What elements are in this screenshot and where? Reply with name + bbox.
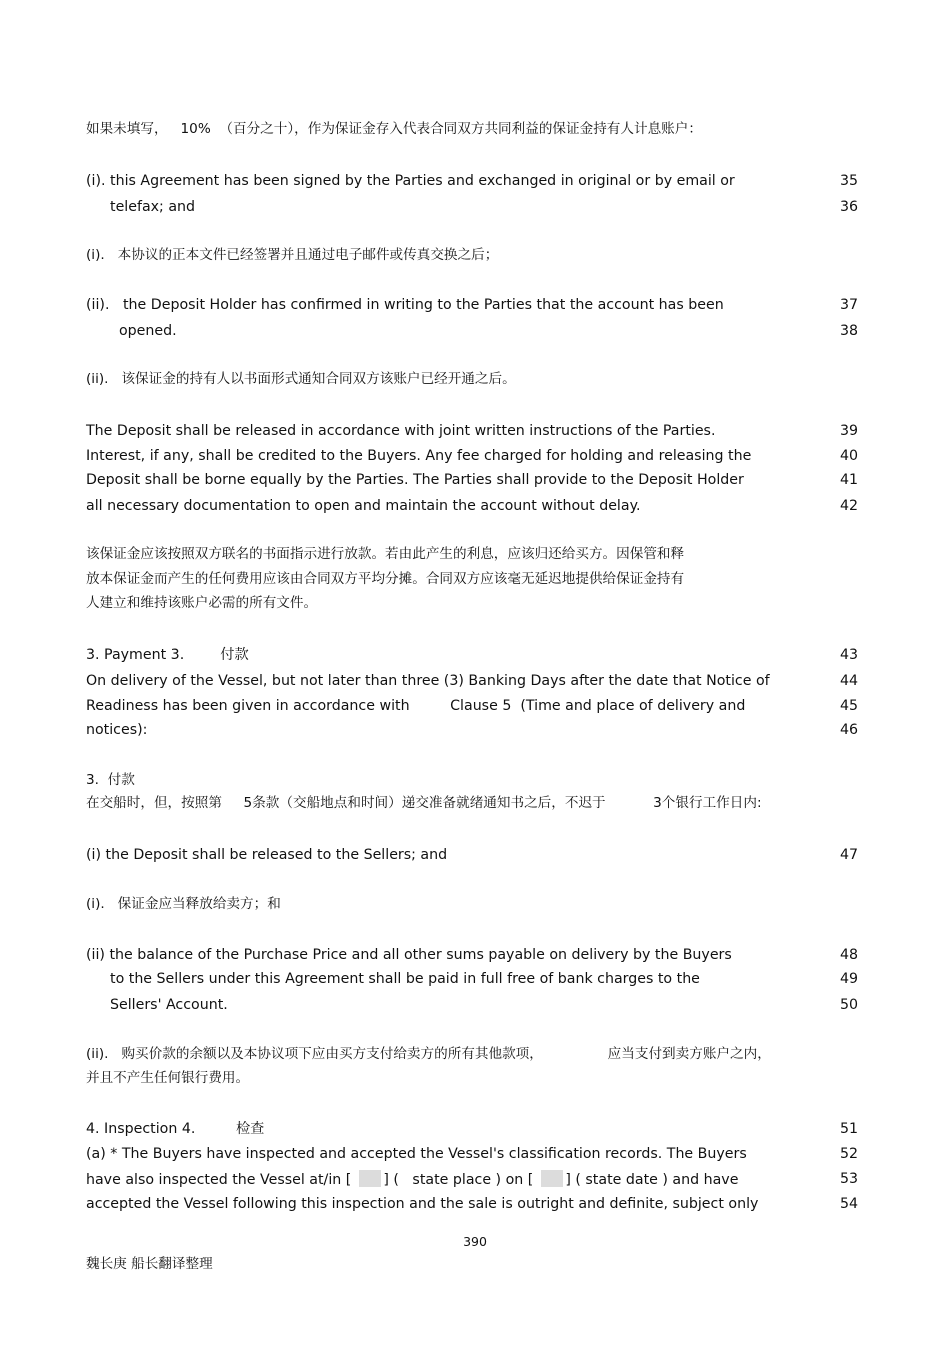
line-number: 44	[839, 673, 858, 689]
line-number: 35	[839, 173, 858, 189]
section-heading-payment: 3. Payment 3. 付款	[86, 647, 249, 663]
clause-text-zh: 该保证金应该按照双方联名的书面指示进行放款。若由此产生的利息，应该归还给买方。因保管和释	[86, 546, 685, 562]
clause-text: notices):	[86, 722, 148, 738]
clause-text: all necessary documentation to open and maintain the account without delay.	[86, 498, 641, 514]
date-input-field[interactable]	[541, 1170, 563, 1187]
clause-text: have also inspected the Vessel at/in [	[86, 1172, 352, 1188]
line-number: 48	[839, 947, 858, 963]
clause-text: accepted the Vessel following this inspection and the sale is outright and definite, subject only	[86, 1196, 759, 1212]
clause-text: Deposit shall be borne equally by the Parties. The Parties shall provide to the Deposit Holder	[86, 472, 744, 488]
clause-text-zh: (i). 保证金应当释放给卖方；和	[86, 896, 281, 912]
line-number: 42	[839, 498, 858, 514]
line-number: 47	[839, 847, 858, 863]
clause-text: opened.	[119, 323, 177, 339]
line-number: 39	[839, 423, 858, 439]
clause-text-zh: 在交船时，但，按照第 5条款（交船地点和时间）递交准备就绪通知书之后，不迟于 3个银行工作日内:	[86, 795, 762, 811]
line-number: 36	[839, 199, 858, 215]
line-number: 38	[839, 323, 858, 339]
inspection-fill-line	[86, 1170, 738, 1189]
clause-text: (ii) the balance of the Purchase Price and all other sums payable on delivery by the Buyers	[86, 947, 732, 963]
footer-credit: 魏长庚 船长翻译整理	[86, 1256, 213, 1272]
place-input-field[interactable]	[359, 1170, 381, 1187]
clause-text: ] ( state place ) on [	[383, 1172, 534, 1188]
section-heading-inspection: 4. Inspection 4. 检查	[86, 1121, 265, 1137]
page-number: 390	[463, 1234, 487, 1249]
clause-text: to the Sellers under this Agreement shall be paid in full free of bank charges to the	[110, 971, 700, 987]
clause-text: ] ( state date ) and have	[565, 1172, 739, 1188]
clause-text-zh: (ii). 该保证金的持有人以书面形式通知合同双方该账户已经开通之后。	[86, 371, 516, 387]
clause-text-zh: 并且不产生任何银行费用。	[86, 1070, 250, 1086]
line-number: 51	[839, 1121, 858, 1137]
line-number: 50	[839, 997, 858, 1013]
line-number: 41	[839, 472, 858, 488]
line-number: 54	[839, 1196, 858, 1212]
clause-text: Readiness has been given in accordance with Clause 5 (Time and place of delivery and	[86, 698, 746, 714]
clause-text-zh: 人建立和维持该账户必需的所有文件。	[86, 595, 318, 611]
line-number: 49	[839, 971, 858, 987]
clause-text: (i) the Deposit shall be released to the Sellers; and	[86, 847, 448, 863]
clause-text: (ii). the Deposit Holder has confirmed in writing to the Parties that the account has been	[86, 297, 724, 313]
clause-text: Sellers' Account.	[110, 997, 228, 1013]
clause-text: (a) * The Buyers have inspected and accepted the Vessel's classification records. The Buyers	[86, 1146, 747, 1162]
clause-text-zh: (i). 本协议的正本文件已经签署并且通过电子邮件或传真交换之后；	[86, 247, 499, 263]
clause-text: The Deposit shall be released in accordance with joint written instructions of the Parties.	[86, 423, 716, 439]
clause-text-zh: (ii). 购买价款的余额以及本协议项下应由买方支付给卖方的所有其他款项， 应当支付到卖方账户之内，	[86, 1046, 771, 1062]
deposit-default-zh: 如果未填写， 10% （百分之十），作为保证金存入代表合同双方共同利益的保证金持有人计息账户：	[86, 121, 702, 137]
line-number: 52	[839, 1146, 858, 1162]
section-heading-payment-zh: 3. 付款	[86, 772, 135, 788]
clause-text: telefax; and	[110, 199, 196, 215]
clause-text: Interest, if any, shall be credited to the Buyers. Any fee charged for holding and releasing the	[86, 448, 752, 464]
line-number: 45	[839, 698, 858, 714]
clause-text: (i). this Agreement has been signed by the Parties and exchanged in original or by email or	[86, 173, 735, 189]
line-number: 37	[839, 297, 858, 313]
clause-text: On delivery of the Vessel, but not later than three (3) Banking Days after the date that Notice of	[86, 673, 770, 689]
clause-text-zh: 放本保证金而产生的任何费用应该由合同双方平均分摊。合同双方应该毫无延迟地提供给保证金持有	[86, 571, 685, 587]
line-number: 46	[839, 722, 858, 738]
line-number: 53	[839, 1171, 858, 1187]
line-number: 40	[839, 448, 858, 464]
line-number: 43	[839, 647, 858, 663]
